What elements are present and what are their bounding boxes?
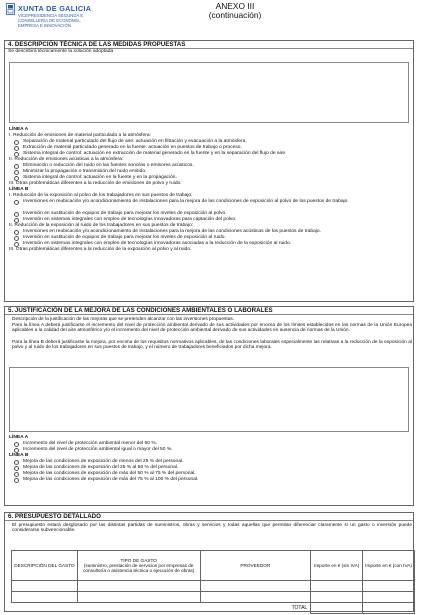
radio-option[interactable] [23,441,157,447]
table-total-row [12,603,415,614]
radio-button[interactable] [14,472,19,477]
subheading: I. Reducción de la exposición al polvo de los trabajadores en sus puestos de trabajo: [9,193,193,198]
option-label: Inversión en sustitución de equipos de trabajo para mejorar los niveles de exposición al polvo. [23,211,227,216]
total-cell[interactable] [311,603,363,614]
option-label: Sistema integral de control: actuación en extracción de material generado en la fuente y en la separación del flujo de aire. [23,151,287,156]
justification-text-area[interactable] [9,367,409,432]
option-label: Mejora de las condiciones de exposición del 25 % al 50 % del personal. [23,465,179,470]
table-cell[interactable] [363,581,415,592]
radio-option[interactable] [23,175,177,181]
option-label: Mejora de las condiciones de exposición de menos del 25 % del personal. [23,459,184,464]
section-title: 4. DESCRIPCIÓN TÉCNICA DE LAS MEDIDAS PROPUESTAS [5,41,413,49]
paragraph: Para la línea A deberá justificarse el incremento del nivel de protección ambiental derivado de sus actividades por encima de los límites establecidos en las normas de la Unión Europea aplicables a la calidad del aire atmosférico y/o el incremento del nivel de protección ambiental derivado de sus actividades en ausencia de normas de la Unión. [12,323,412,334]
option-label: Inversión en sustitución de equipos de trabajo para mejorar los niveles de exposición al ruido. [23,235,226,240]
radio-button[interactable] [14,146,19,151]
radio-button[interactable] [14,466,19,471]
radio-option[interactable] [23,241,291,247]
section-technical-description [4,40,414,302]
option-label: Inversión en sistemas integrales con empleo de tecnologías innovadoras para captación del polvo. [23,217,237,222]
column-header: Importe en € (con IVA) [363,551,415,581]
subheading: II. Reducción de la exposición al ruido de los trabajadores en sus puestos de trabajo: [9,223,194,228]
logo-subtitle-line: VICEPRESIDENCIA SEGUNDA E [18,13,84,18]
column-header: Importe en € (sin IVA) [311,551,363,581]
radio-button[interactable] [14,460,19,465]
radio-option[interactable] [23,199,408,205]
table-cell[interactable] [200,581,311,592]
column-header: DESCRIPCIÓN DEL GASTO [12,551,78,581]
logo-title: XUNTA DE GALICIA [18,4,92,13]
option-label: Inversión en sistemas integrales con empleo de tecnologías innovadoras asociadas a la reducción de la exposición al ruido. [23,241,292,246]
line-a-label: LÍNEA A [9,435,29,440]
annex-subtitle: (continuación) [208,10,262,20]
line-a-label: LÍNEA A [9,127,29,132]
table-header-row [12,551,415,581]
column-header [77,551,200,581]
logo-subtitle-line: EMPRESA E INNOVACIÓN [18,23,71,28]
option-label: Inversiones en reubicación y/o acondicionamiento de instalaciones para la mejora de las condiciones acústicas de los puestos de trabajo. [23,229,321,234]
radio-button[interactable] [14,164,19,169]
radio-option[interactable] [23,139,247,145]
radio-button[interactable] [14,212,19,217]
radio-option[interactable] [23,229,321,235]
radio-button[interactable] [14,230,19,235]
xunta-emblem-icon [6,3,15,15]
subheading: II. Reducción de emisiones acústicas a la atmósfera: [9,157,124,162]
column-header: PROVEEDOR [200,551,311,581]
column-header-title: TIPO DE GASTO [120,557,157,563]
radio-button[interactable] [14,478,19,483]
subheading: III. Otras problemáticas diferentes a la reducción de emisiones de polvo y ruido. [9,181,182,186]
radio-button[interactable] [14,218,19,223]
option-label: Incremento del nivel de protección ambiental igual o mayor del 50 %. [23,447,173,452]
section-justification [4,306,414,506]
radio-button[interactable] [14,448,19,453]
radio-button[interactable] [14,242,19,247]
radio-button[interactable] [14,176,19,181]
table-cell[interactable] [311,592,363,603]
radio-option[interactable] [23,459,183,465]
table-cell[interactable] [77,581,200,592]
radio-option[interactable] [23,471,196,477]
option-label: Eliminación o reducción del ruido en las fuentes sonoras o emisores acústicos. [23,163,194,168]
section-note: Se describirá técnicamente la solución adoptada [8,49,114,54]
subheading: III. Otras problemáticas diferentes a la reducción de la exposición al polvo y al ruido. [9,247,192,252]
radio-button[interactable] [14,170,19,175]
radio-button[interactable] [14,200,19,205]
option-label: Mejora de las condiciones de exposición de más del 75 % al 100 % del personal. [23,477,199,482]
radio-option[interactable] [23,169,146,175]
option-label: Incremento del nivel de protección ambiental menor del 50 %. [23,441,158,446]
radio-option[interactable] [23,235,226,241]
radio-option[interactable] [23,217,236,223]
option-label: Inversiones en reubicación y/o acondicionamiento de instalaciones para la mejora de las condiciones de exposición al polvo de los puestos de trabajo. [23,199,349,204]
section-title: 6. PRESUPUESTO DETALLADO [5,513,413,521]
logo-subtitle-line: CONSELLERÍA DE ECONOMÍA, [18,18,81,23]
section-note: El presupuesto estará desglosado por las distintas partidas de suministros, obras y servicios y todas aquellas que permitan diferenciar claramente si un gasto o inversión puede considerarse subvencionable. [12,523,412,534]
line-b-label: LÍNEA B [9,453,29,458]
table-cell[interactable] [363,592,415,603]
paragraph: Descripción de la justificación de las mejoras que se pretenden alcanzar con las inversiones propuestas. [12,317,235,322]
budget-table [11,550,415,614]
table-cell[interactable] [12,592,78,603]
column-header-detail: (suministro, prestación de servicios por empresas de consultoría o asistencia técnica o ejecución de obras) [83,562,195,574]
annex-heading [200,2,270,20]
table-cell[interactable] [77,592,200,603]
total-label: TOTAL [291,605,308,612]
radio-option[interactable] [23,145,242,151]
table-cell[interactable] [311,581,363,592]
section-budget [4,512,414,612]
table-cell[interactable] [12,581,78,592]
option-label: Separación de material particulado del flujo de aire: actuación en filtración y evacuación a la atmósfera. [23,139,247,144]
radio-option[interactable] [23,163,194,169]
option-label: Extracción de material particulado generado en la fuente: actuación en puestos de trabajo o proceso. [23,145,242,150]
option-label: Mejora de las condiciones de exposición de más del 50 % al 75 % del personal. [23,471,196,476]
line-b-label: LÍNEA B [9,187,29,192]
radio-button[interactable] [14,442,19,447]
radio-button[interactable] [14,236,19,241]
option-label: Minimizar la propagación o transmisión del ruido emitido. [23,169,147,174]
radio-option[interactable] [23,477,198,483]
radio-option[interactable] [23,211,227,217]
subheading: I. Reducción de emisiones de material particulado a la atmósfera: [9,133,151,138]
radio-button[interactable] [14,152,19,157]
annex-title: ANEXO III [215,1,255,11]
radio-option[interactable] [23,151,286,157]
solution-text-area[interactable] [9,62,409,123]
radio-button[interactable] [14,140,19,145]
table-row [12,581,415,592]
table-cell[interactable] [200,592,311,603]
table-row [12,592,415,603]
paragraph: Para la línea B deberá justificarse la mejora, por encima de los requisitos normativos aplicables, de las condiciones laborales especialmente las relativas a la reducción de la exposición al polvo y al ruido de los trabajadores en sus puestos de trabajo, y el número de trabajadores beneficiados por dicha mejora. [12,340,412,351]
radio-option[interactable] [23,465,178,471]
xunta-logo [6,3,131,39]
option-label: Sistema integral de control: actuación en la fuente y en la propagación. [23,175,177,180]
radio-option[interactable] [23,447,173,453]
total-cell[interactable] [363,603,415,614]
section-title: 5. JUSTIFICACIÓN DE LA MEJORA DE LAS CONDICIONES AMBIENTALES O LABORALES [5,307,413,315]
